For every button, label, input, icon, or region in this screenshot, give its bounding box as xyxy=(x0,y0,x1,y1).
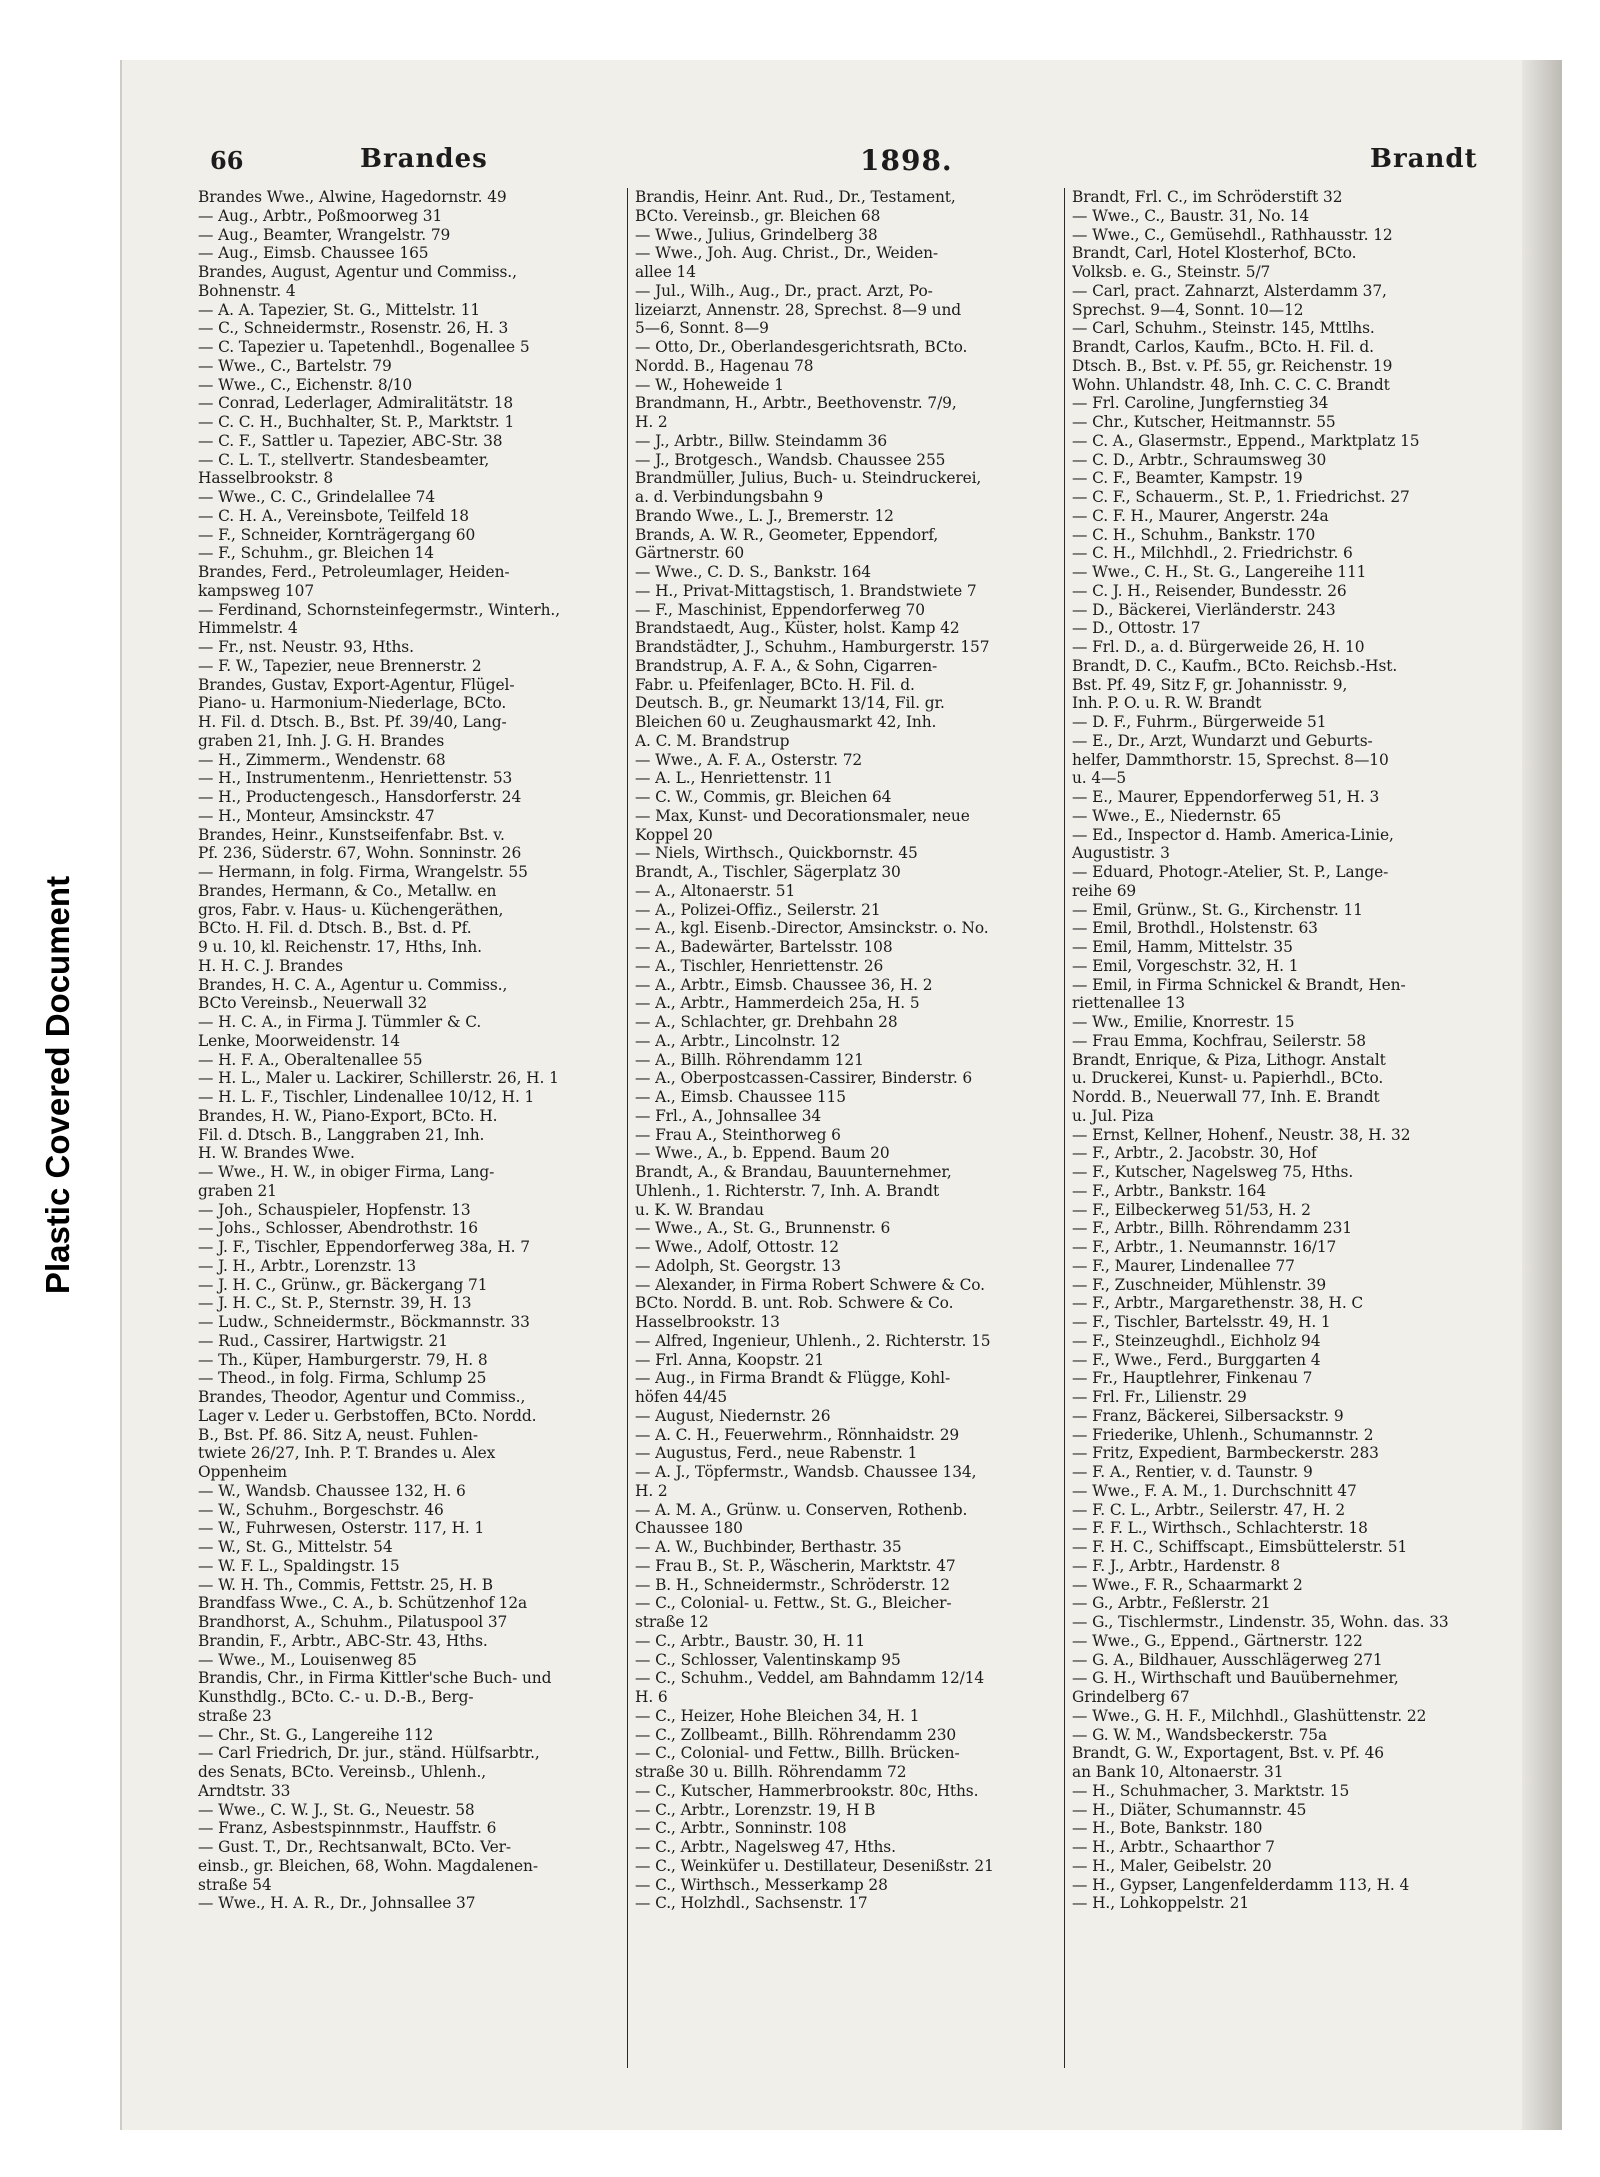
directory-entry-line: — Wwe., C. C., Grindelallee 74 xyxy=(198,488,436,506)
directory-entry-line: — C., Weinküfer u. Destillateur, Desenißstr. 21 xyxy=(635,1856,994,1875)
directory-entry-line: — E., Maurer, Eppendorferweg 51, H. 3 xyxy=(1072,788,1380,806)
directory-entry-line: — Frau B., St. P., Wäscherin, Marktstr. 47 xyxy=(635,1556,956,1575)
directory-entry-line: — C. D., Arbtr., Schraumsweg 30 xyxy=(1072,450,1327,469)
directory-entry-line: H. H. C. J. Brandes xyxy=(198,956,343,975)
directory-entry-line: — D., Bäckerei, Vierländerstr. 243 xyxy=(1072,600,1336,619)
directory-entry-line: Dtsch. B., Bst. v. Pf. 55, gr. Reichenstr. 19 xyxy=(1072,356,1393,375)
directory-entry-line: — Otto, Dr., Oberlandesgerichtsrath, BCto. xyxy=(635,338,968,356)
directory-entry-line: — A. C. H., Feuerwehrm., Rönnhaidstr. 29 xyxy=(635,1425,960,1444)
directory-entry-line: — W., St. G., Mittelstr. 54 xyxy=(198,1538,393,1556)
column-divider xyxy=(627,188,628,2068)
directory-entry-line: — Aug., in Firma Brandt & Flügge, Kohl- xyxy=(635,1369,951,1388)
directory-entry-line: — Emil, Grünw., St. G., Kirchenstr. 11 xyxy=(1072,900,1363,919)
directory-entry-line: H. 2 xyxy=(635,1481,668,1500)
directory-entry-line: — Ww., Emilie, Knorrestr. 15 xyxy=(1072,1013,1295,1031)
directory-entry-line: Brandes, Ferd., Petroleumlager, Heiden- xyxy=(198,563,510,581)
directory-entry-line: — H., Zimmerm., Wendenstr. 68 xyxy=(198,750,446,769)
directory-entry-line: A. C. M. Brandstrup xyxy=(635,731,790,750)
directory-entry-line: — H., Lohkoppelstr. 21 xyxy=(1072,1894,1250,1913)
directory-entry-line: — H., Arbtr., Schaarthor 7 xyxy=(1072,1838,1275,1856)
directory-entry-line: — C., Arbtr., Baustr. 30, H. 11 xyxy=(635,1631,866,1650)
directory-entry-line: BCto Vereinsb., Neuerwall 32 xyxy=(198,994,428,1013)
directory-entry-line: — J., Brotgesch., Wandsb. Chaussee 255 xyxy=(635,450,946,469)
directory-entry-line: — C., Heizer, Hohe Bleichen 34, H. 1 xyxy=(635,1706,920,1725)
directory-entry-line: — Hermann, in folg. Firma, Wrangelstr. 55 xyxy=(198,863,528,881)
directory-entry-line: — Frau A., Steinthorweg 6 xyxy=(635,1125,841,1144)
directory-entry-line: Brandt, D. C., Kaufm., BCto. Reichsb.-Hst. xyxy=(1072,656,1398,675)
directory-entry-line: Bst. Pf. 49, Sitz F, gr. Johannisstr. 9, xyxy=(1072,675,1348,694)
directory-entry-line: Fil. d. Dtsch. B., Langgraben 21, Inh. xyxy=(198,1125,485,1144)
directory-entry-line: — Carl, Schuhm., Steinstr. 145, Mttlhs. xyxy=(1072,319,1375,338)
directory-entry-line: — H., Diäter, Schumannstr. 45 xyxy=(1072,1800,1307,1819)
directory-entry-line: des Senats, BCto. Vereinsb., Uhlenh., xyxy=(198,1763,487,1781)
directory-entry-line: — Emil, Vorgeschstr. 32, H. 1 xyxy=(1072,956,1299,975)
directory-entry-line: Pf. 236, Süderstr. 67, Wohn. Sonninstr. 26 xyxy=(198,844,522,863)
directory-entry-line: — Wwe., G., Eppend., Gärtnerstr. 122 xyxy=(1072,1631,1363,1650)
directory-entry-line: — Wwe., F. R., Schaarmarkt 2 xyxy=(1072,1575,1303,1594)
directory-entry-line: helfer, Dammthorstr. 15, Sprechst. 8—10 xyxy=(1072,750,1389,769)
directory-entry-line: Brandt, A., Tischler, Sägerplatz 30 xyxy=(635,863,901,881)
directory-entry-line: Brandes Wwe., Alwine, Hagedornstr. 49 xyxy=(198,188,507,206)
directory-entry-line: Brandes, Gustav, Export-Agentur, Flügel- xyxy=(198,675,515,694)
directory-entry-line: — C., Colonial- u. Fettw., St. G., Bleicher- xyxy=(635,1594,952,1613)
directory-entry-line: H. Fil. d. Dtsch. B., Bst. Pf. 39/40, Lang- xyxy=(198,713,507,731)
directory-entry-line: — H., Maler, Geibelstr. 20 xyxy=(1072,1856,1272,1875)
directory-entry-line: H. 2 xyxy=(635,413,668,431)
directory-entry-line: Uhlenh., 1. Richterstr. 7, Inh. A. Brandt xyxy=(635,1181,940,1200)
directory-entry-line: — C. Tapezier u. Tapetenhdl., Bogenallee 5 xyxy=(198,338,530,356)
directory-entry-line: twiete 26/27, Inh. P. T. Brandes u. Alex xyxy=(198,1444,496,1463)
directory-entry-line: — A., Arbtr., Lincolnstr. 12 xyxy=(635,1031,841,1050)
directory-entry-line: — Ed., Inspector d. Hamb. America-Linie, xyxy=(1072,825,1394,844)
directory-entry-line: — C. H., Schuhm., Bankstr. 170 xyxy=(1072,525,1316,544)
directory-entry-line: — F. A., Rentier, v. d. Taunstr. 9 xyxy=(1072,1463,1313,1481)
directory-entry-line: — B. H., Schneidermstr., Schröderstr. 12 xyxy=(635,1575,950,1594)
directory-entry-line: straße 23 xyxy=(198,1706,272,1725)
directory-entry-line: — Emil, Hamm, Mittelstr. 35 xyxy=(1072,938,1293,956)
directory-entry-line: — Ferdinand, Schornsteinfegermstr., Winterh., xyxy=(198,600,561,619)
directory-entry-line: — Alexander, in Firma Robert Schwere & Co. xyxy=(635,1275,985,1294)
directory-entry-line: Lenke, Moorweidenstr. 14 xyxy=(198,1031,400,1050)
directory-entry-line: — Wwe., C., Baustr. 31, No. 14 xyxy=(1072,206,1310,225)
directory-entry-line: — A., Billh. Röhrendamm 121 xyxy=(635,1050,864,1069)
directory-entry-line: Arndtstr. 33 xyxy=(198,1781,291,1800)
directory-entry-line: Brands, A. W. R., Geometer, Eppendorf, xyxy=(635,525,939,544)
directory-entry-line: — Wwe., F. A. M., 1. Durchschnitt 47 xyxy=(1072,1481,1357,1500)
directory-entry-line: — Th., Küper, Hamburgerstr. 79, H. 8 xyxy=(198,1350,488,1369)
directory-entry-line: Sprechst. 9—4, Sonnt. 10—12 xyxy=(1072,300,1304,319)
header-year: 1898. xyxy=(860,144,953,177)
directory-entry-line: riettenallee 13 xyxy=(1072,994,1185,1013)
directory-entry-line: — A. A. Tapezier, St. G., Mittelstr. 11 xyxy=(198,300,481,319)
directory-entry-line: — W., Schuhm., Borgeschstr. 46 xyxy=(198,1500,444,1519)
directory-entry-line: — Jul., Wilh., Aug., Dr., pract. Arzt, Po- xyxy=(635,281,933,300)
directory-entry-line: — A. L., Henriettenstr. 11 xyxy=(635,769,833,788)
directory-entry-line: H. 6 xyxy=(635,1688,668,1706)
directory-entry-line: — Fr., nst. Neustr. 93, Hths. xyxy=(198,638,414,656)
directory-entry-line: — D. F., Fuhrm., Bürgerweide 51 xyxy=(1072,713,1327,731)
directory-entry-line: — Wwe., Julius, Grindelberg 38 xyxy=(635,225,878,244)
directory-entry-line: straße 12 xyxy=(635,1613,709,1631)
directory-entry-line: — J. H., Arbtr., Lorenzstr. 13 xyxy=(198,1256,417,1275)
directory-entry-line: — H. C. A., in Firma J. Tümmler & C. xyxy=(198,1013,482,1031)
directory-entry-line: — Adolph, St. Georgstr. 13 xyxy=(635,1256,841,1275)
directory-entry-line: — A., Badewärter, Bartelsstr. 108 xyxy=(635,938,893,956)
directory-entry-line: — Rud., Cassirer, Hartwigstr. 21 xyxy=(198,1331,448,1350)
page-edge-shadow xyxy=(1522,60,1562,2130)
directory-entry-line: straße 54 xyxy=(198,1875,272,1894)
directory-entry-line: — H. L. F., Tischler, Lindenallee 10/12, H. 1 xyxy=(198,1088,535,1106)
directory-entry-line: Brandes, August, Agentur und Commiss., xyxy=(198,263,517,281)
directory-entry-line: — Wwe., H. W., in obiger Firma, Lang- xyxy=(198,1163,495,1181)
directory-entry-line: — F., Zuschneider, Mühlenstr. 39 xyxy=(1072,1275,1327,1294)
directory-entry-line: — G. A., Bildhauer, Ausschlägerweg 271 xyxy=(1072,1650,1383,1669)
directory-entry-line: — A., Tischler, Henriettenstr. 26 xyxy=(635,956,884,975)
directory-entry-line: Brandt, Enrique, & Piza, Lithogr. Anstalt xyxy=(1072,1050,1386,1069)
directory-entry-line: — Friederike, Uhlenh., Schumannstr. 2 xyxy=(1072,1425,1374,1444)
directory-entry-line: — F., Kutscher, Nagelsweg 75, Hths. xyxy=(1072,1163,1354,1181)
header-left-keyword: Brandes xyxy=(360,144,488,174)
directory-entry-line: — J. H. C., Grünw., gr. Bäckergang 71 xyxy=(198,1275,488,1294)
directory-entry-line: — Chr., St. G., Langereihe 112 xyxy=(198,1725,434,1744)
directory-entry-line: — C. L. T., stellvertr. Standesbeamter, xyxy=(198,450,490,469)
directory-entry-line: Brandes, Theodor, Agentur und Commiss., xyxy=(198,1388,526,1406)
directory-entry-line: — F. C. L., Arbtr., Seilerstr. 47, H. 2 xyxy=(1072,1500,1346,1519)
directory-entry-line: — Fritz, Expedient, Barmbeckerstr. 283 xyxy=(1072,1444,1379,1463)
directory-entry-line: — Wwe., M., Louisenweg 85 xyxy=(198,1650,417,1669)
directory-entry-line: — Wwe., C. H., St. G., Langereihe 111 xyxy=(1072,563,1367,581)
header-right-keyword: Brandt xyxy=(1370,144,1478,174)
directory-entry-line: graben 21, Inh. J. G. H. Brandes xyxy=(198,731,445,750)
directory-entry-line: — A., kgl. Eisenb.-Director, Amsinckstr. o. No. xyxy=(635,919,989,938)
directory-entry-line: — C. F., Sattler u. Tapezier, ABC-Str. 38 xyxy=(198,431,503,450)
directory-entry-line: straße 30 u. Billh. Röhrendamm 72 xyxy=(635,1763,907,1781)
directory-entry-line: — Frl. Caroline, Jungfernstieg 34 xyxy=(1072,394,1329,413)
directory-entry-line: — A., Arbtr., Hammerdeich 25a, H. 5 xyxy=(635,994,920,1013)
directory-entry-line: — Wwe., A. F. A., Osterstr. 72 xyxy=(635,750,863,769)
directory-entry-line: — C., Holzhdl., Sachsenstr. 17 xyxy=(635,1894,868,1913)
directory-entry-line: — W., Fuhrwesen, Osterstr. 117, H. 1 xyxy=(198,1519,485,1538)
directory-entry-line: — F. J., Arbtr., Hardenstr. 8 xyxy=(1072,1556,1281,1575)
directory-entry-line: — G., Arbtr., Feßlerstr. 21 xyxy=(1072,1594,1271,1613)
directory-entry-line: 9 u. 10, kl. Reichenstr. 17, Hths, Inh. xyxy=(198,938,482,956)
directory-entry-line: — C., Schlosser, Valentinskamp 95 xyxy=(635,1650,901,1669)
directory-entry-line: — H., Productengesch., Hansdorferstr. 24 xyxy=(198,788,522,806)
directory-entry-line: — G. H., Wirthschaft und Bauübernehmer, xyxy=(1072,1669,1399,1688)
directory-entry-line: Brandmüller, Julius, Buch- u. Steindruckerei, xyxy=(635,469,982,488)
directory-entry-line: — C. F. H., Maurer, Angerstr. 24a xyxy=(1072,506,1329,525)
directory-entry-line: — C., Colonial- und Fettw., Billh. Brücken- xyxy=(635,1744,960,1763)
directory-entry-line: u. Druckerei, Kunst- u. Papierhdl., BCto. xyxy=(1072,1069,1384,1088)
directory-entry-line: Nordd. B., Neuerwall 77, Inh. E. Brandt xyxy=(1072,1088,1380,1106)
directory-entry-line: — H., Schuhmacher, 3. Marktstr. 15 xyxy=(1072,1781,1350,1800)
directory-entry-line: — H., Privat-Mittagstisch, 1. Brandstwiete 7 xyxy=(635,581,977,600)
directory-entry-line: höfen 44/45 xyxy=(635,1388,728,1406)
directory-entry-line: Brandes, H. W., Piano-Export, BCto. H. xyxy=(198,1106,498,1125)
directory-entry-line: — Wwe., H. A. R., Dr., Johnsallee 37 xyxy=(198,1894,476,1913)
directory-entry-line: Brandt, Carl, Hotel Klosterhof, BCto. xyxy=(1072,244,1357,263)
directory-entry-line: — August, Niedernstr. 26 xyxy=(635,1406,831,1425)
directory-entry-line: — F., Wwe., Ferd., Burggarten 4 xyxy=(1072,1350,1321,1369)
directory-entry-line: — Wwe., E., Niedernstr. 65 xyxy=(1072,806,1282,825)
directory-entry-line: Koppel 20 xyxy=(635,825,713,844)
directory-entry-line: — Wwe., Adolf, Ottostr. 12 xyxy=(635,1238,839,1256)
directory-entry-line: — C., Schneidermstr., Rosenstr. 26, H. 3 xyxy=(198,319,509,338)
directory-entry-line: Brando Wwe., L. J., Bremerstr. 12 xyxy=(635,506,894,525)
directory-entry-line: — C., Arbtr., Nagelsweg 47, Hths. xyxy=(635,1838,896,1856)
directory-entry-line: Brandin, F., Arbtr., ABC-Str. 43, Hths. xyxy=(198,1631,488,1650)
directory-entry-line: Brandstaedt, Aug., Küster, holst. Kamp 42 xyxy=(635,619,960,638)
side-label: Plastic Covered Document xyxy=(39,875,76,1295)
directory-entry-line: — F., Arbtr., 2. Jacobstr. 30, Hof xyxy=(1072,1144,1317,1163)
directory-entry-line: Brandis, Heinr. Ant. Rud., Dr., Testament, xyxy=(635,188,956,206)
directory-entry-line: Lager v. Leder u. Gerbstoffen, BCto. Nordd. xyxy=(198,1406,537,1425)
directory-entry-line: — Conrad, Lederlager, Admiralitätstr. 18 xyxy=(198,394,514,413)
directory-entry-line: — C. H. A., Vereinsbote, Teilfeld 18 xyxy=(198,506,469,525)
directory-entry-line: a. d. Verbindungsbahn 9 xyxy=(635,488,824,506)
directory-entry-line: — F., Tischler, Bartelsstr. 49, H. 1 xyxy=(1072,1313,1331,1331)
directory-entry-line: Himmelstr. 4 xyxy=(198,619,298,638)
directory-entry-line: — Niels, Wirthsch., Quickbornstr. 45 xyxy=(635,844,918,863)
directory-entry-line: — Emil, Brothdl., Holstenstr. 63 xyxy=(1072,919,1318,938)
directory-entry-line: — H., Bote, Bankstr. 180 xyxy=(1072,1819,1263,1838)
directory-entry-line: Brandhorst, A., Schuhm., Pilatuspool 37 xyxy=(198,1613,508,1631)
directory-entry-line: — Frl., A., Johnsallee 34 xyxy=(635,1106,822,1125)
directory-entry-line: — C. F., Schauerm., St. P., 1. Friedrichst. 27 xyxy=(1072,488,1410,506)
directory-entry-line: — Franz, Bäckerei, Silbersackstr. 9 xyxy=(1072,1406,1344,1425)
directory-entry-line: — C. W., Commis, gr. Bleichen 64 xyxy=(635,788,892,806)
directory-entry-line: — Joh., Schauspieler, Hopfenstr. 13 xyxy=(198,1200,471,1219)
directory-entry-line: — C., Arbtr., Sonninstr. 108 xyxy=(635,1819,847,1838)
directory-entry-line: Gärtnerstr. 60 xyxy=(635,544,745,563)
directory-entry-line: — Wwe., C. W. J., St. G., Neuestr. 58 xyxy=(198,1800,475,1819)
directory-entry-line: — H. F. A., Oberaltenallee 55 xyxy=(198,1050,423,1069)
directory-entry-line: graben 21 xyxy=(198,1181,277,1200)
directory-entry-line: — A. M. A., Grünw. u. Conserven, Rothenb. xyxy=(635,1500,968,1519)
directory-entry-line: — Ernst, Kellner, Hohenf., Neustr. 38, H. 32 xyxy=(1072,1125,1411,1144)
directory-column-2 xyxy=(635,188,1055,2068)
directory-entry-line: — Emil, in Firma Schnickel & Brandt, Hen- xyxy=(1072,975,1406,994)
directory-columns xyxy=(198,188,1528,2068)
directory-entry-line: — C. H., Milchhdl., 2. Friedrichstr. 6 xyxy=(1072,544,1353,563)
directory-entry-line: — J., Arbtr., Billw. Steindamm 36 xyxy=(635,431,888,450)
directory-entry-line: — D., Ottostr. 17 xyxy=(1072,619,1201,638)
directory-entry-line: — J. H. C., St. P., Sternstr. 39, H. 13 xyxy=(198,1294,472,1313)
directory-entry-line: Brandes, Heinr., Kunstseifenfabr. Bst. v. xyxy=(198,825,505,844)
directory-entry-line: — C. C. H., Buchhalter, St. P., Marktstr. 1 xyxy=(198,413,515,431)
directory-entry-line: — A., Schlachter, gr. Drehbahn 28 xyxy=(635,1013,898,1031)
directory-entry-line: — F., Schuhm., gr. Bleichen 14 xyxy=(198,544,435,563)
directory-entry-line: — Wwe., C., Gemüsehdl., Rathhausstr. 12 xyxy=(1072,225,1393,244)
directory-entry-line: — Aug., Beamter, Wrangelstr. 79 xyxy=(198,225,451,244)
directory-entry-line: Hasselbrookstr. 8 xyxy=(198,469,334,488)
directory-entry-line: Augustistr. 3 xyxy=(1072,844,1170,863)
directory-entry-line: — F., Arbtr., Margarethenstr. 38, H. C xyxy=(1072,1294,1364,1313)
directory-entry-line: — Carl Friedrich, Dr. jur., ständ. Hülfsarbtr., xyxy=(198,1744,540,1763)
directory-entry-line: — G. W. M., Wandsbeckerstr. 75a xyxy=(1072,1725,1328,1744)
directory-entry-line: — Johs., Schlosser, Abendrothstr. 16 xyxy=(198,1219,478,1238)
directory-entry-line: — F., Arbtr., Billh. Röhrendamm 231 xyxy=(1072,1219,1352,1238)
directory-entry-line: — Frl. Anna, Koopstr. 21 xyxy=(635,1350,825,1369)
directory-entry-line: — F., Schneider, Kornträgergang 60 xyxy=(198,525,476,544)
directory-entry-line: Brandes, H. C. A., Agentur u. Commiss., xyxy=(198,975,508,994)
directory-entry-line: kampsweg 107 xyxy=(198,581,315,600)
directory-entry-line: an Bank 10, Altonaerstr. 31 xyxy=(1072,1763,1284,1781)
directory-entry-line: Kunsthdlg., BCto. C.- u. D.-B., Berg- xyxy=(198,1688,474,1706)
directory-entry-line: — Fr., Hauptlehrer, Finkenau 7 xyxy=(1072,1369,1313,1388)
directory-entry-line: — Wwe., G. H. F., Milchhdl., Glashüttenstr. 22 xyxy=(1072,1706,1427,1725)
directory-entry-line: — F., Maschinist, Eppendorferweg 70 xyxy=(635,600,925,619)
directory-entry-line: — C., Wirthsch., Messerkamp 28 xyxy=(635,1875,888,1894)
directory-entry-line: — F., Eilbeckerweg 51/53, H. 2 xyxy=(1072,1200,1311,1219)
directory-entry-line: u. 4—5 xyxy=(1072,769,1127,788)
directory-entry-line: Grindelberg 67 xyxy=(1072,1688,1190,1706)
directory-entry-line: — Ludw., Schneidermstr., Böckmannstr. 33 xyxy=(198,1313,530,1331)
directory-entry-line: — F., Arbtr., 1. Neumannstr. 16/17 xyxy=(1072,1238,1337,1256)
directory-entry-line: Bohnenstr. 4 xyxy=(198,281,296,300)
directory-entry-line: — H., Monteur, Amsinckstr. 47 xyxy=(198,806,435,825)
directory-entry-line: — C., Arbtr., Lorenzstr. 19, H B xyxy=(635,1800,876,1819)
directory-entry-line: Oppenheim xyxy=(198,1463,287,1481)
directory-entry-line: — C. A., Glasermstr., Eppend., Marktplatz 15 xyxy=(1072,431,1420,450)
directory-entry-line: — F. F. L., Wirthsch., Schlachterstr. 18 xyxy=(1072,1519,1368,1538)
directory-entry-line: — Augustus, Ferd., neue Rabenstr. 1 xyxy=(635,1444,918,1463)
directory-entry-line: — Frau Emma, Kochfrau, Seilerstr. 58 xyxy=(1072,1031,1366,1050)
directory-entry-line: — C. J. H., Reisender, Bundesstr. 26 xyxy=(1072,581,1347,600)
directory-entry-line: — A., Altonaerstr. 51 xyxy=(635,881,796,900)
directory-entry-line: — F. W., Tapezier, neue Brennerstr. 2 xyxy=(198,656,482,675)
scanned-page xyxy=(120,60,1562,2130)
directory-entry-line: — A., Polizei-Offiz., Seilerstr. 21 xyxy=(635,900,881,919)
directory-entry-line: — E., Dr., Arzt, Wundarzt und Geburts- xyxy=(1072,731,1373,750)
directory-entry-line: — Gust. T., Dr., Rechtsanwalt, BCto. Ver- xyxy=(198,1838,511,1856)
directory-entry-line: BCto. H. Fil. d. Dtsch. B., Bst. d. Pf. xyxy=(198,919,472,938)
directory-entry-line: einsb., gr. Bleichen, 68, Wohn. Magdalenen- xyxy=(198,1856,538,1875)
page-header xyxy=(210,142,1530,182)
directory-entry-line: — H., Instrumentenm., Henriettenstr. 53 xyxy=(198,769,513,788)
directory-entry-line: — C. F., Beamter, Kampstr. 19 xyxy=(1072,469,1303,488)
directory-entry-line: Fabr. u. Pfeifenlager, BCto. H. Fil. d. xyxy=(635,675,915,694)
directory-entry-line: — Franz, Asbestspinnmstr., Hauffstr. 6 xyxy=(198,1819,497,1838)
directory-entry-line: Brandt, G. W., Exportagent, Bst. v. Pf. 46 xyxy=(1072,1744,1385,1763)
directory-entry-line: — J. F., Tischler, Eppendorferweg 38a, H. 7 xyxy=(198,1238,530,1256)
directory-entry-line: — F., Steinzeughdl., Eichholz 94 xyxy=(1072,1331,1321,1350)
directory-entry-line: — A., Oberpostcassen-Cassirer, Binderstr. 6 xyxy=(635,1069,973,1088)
directory-entry-line: — A., Eimsb. Chaussee 115 xyxy=(635,1088,846,1106)
directory-column-3 xyxy=(1072,188,1492,2068)
directory-column-1 xyxy=(198,188,618,2068)
directory-entry-line: Brandt, Frl. C., im Schröderstift 32 xyxy=(1072,188,1343,206)
directory-entry-line: lizeiarzt, Annenstr. 28, Sprechst. 8—9 und xyxy=(635,300,962,319)
directory-entry-line: — Carl, pract. Zahnarzt, Alsterdamm 37, xyxy=(1072,281,1387,300)
directory-entry-line: — Frl. D., a. d. Bürgerweide 26, H. 10 xyxy=(1072,638,1365,656)
directory-entry-line: Brandfass Wwe., C. A., b. Schützenhof 12a xyxy=(198,1594,528,1613)
directory-entry-line: gros, Fabr. v. Haus- u. Küchengeräthen, xyxy=(198,900,504,919)
column-divider xyxy=(1064,188,1065,2068)
directory-entry-line: Deutsch. B., gr. Neumarkt 13/14, Fil. gr. xyxy=(635,694,945,713)
directory-entry-line: — Max, Kunst- und Decorationsmaler, neue xyxy=(635,806,970,825)
directory-entry-line: B., Bst. Pf. 86. Sitz A, neust. Fuhlen- xyxy=(198,1425,478,1444)
directory-entry-line: — Chr., Kutscher, Heitmannstr. 55 xyxy=(1072,413,1336,431)
directory-entry-line: BCto. Vereinsb., gr. Bleichen 68 xyxy=(635,206,881,225)
directory-entry-line: — F. H. C., Schiffscapt., Eimsbüttelerstr. 51 xyxy=(1072,1538,1408,1556)
directory-entry-line: u. Jul. Piza xyxy=(1072,1106,1154,1125)
directory-entry-line: Bleichen 60 u. Zeughausmarkt 42, Inh. xyxy=(635,713,937,731)
directory-entry-line: — G., Tischlermstr., Lindenstr. 35, Wohn. das. 33 xyxy=(1072,1613,1449,1631)
directory-entry-line: — Wwe., A., b. Eppend. Baum 20 xyxy=(635,1144,890,1163)
directory-entry-line: — Theod., in folg. Firma, Schlump 25 xyxy=(198,1369,487,1388)
directory-entry-line: — Aug., Eimsb. Chaussee 165 xyxy=(198,244,429,263)
directory-entry-line: — Wwe., A., St. G., Brunnenstr. 6 xyxy=(635,1219,891,1238)
directory-entry-line: — Wwe., Joh. Aug. Christ., Dr., Weiden- xyxy=(635,244,939,263)
directory-entry-line: Inh. P. O. u. R. W. Brandt xyxy=(1072,694,1262,713)
directory-entry-line: Chaussee 180 xyxy=(635,1519,743,1538)
directory-entry-line: Hasselbrookstr. 13 xyxy=(635,1313,780,1331)
directory-entry-line: Brandis, Chr., in Firma Kittler'sche Buch- und xyxy=(198,1669,552,1688)
directory-entry-line: — Wwe., C., Eichenstr. 8/10 xyxy=(198,375,413,394)
directory-entry-line: — C., Zollbeamt., Billh. Röhrendamm 230 xyxy=(635,1725,957,1744)
directory-entry-line: — Alfred, Ingenieur, Uhlenh., 2. Richterstr. 15 xyxy=(635,1331,991,1350)
directory-entry-line: — C., Schuhm., Veddel, am Bahndamm 12/14 xyxy=(635,1669,985,1688)
directory-entry-line: — Wwe., C., Bartelstr. 79 xyxy=(198,356,392,375)
directory-entry-line: — Wwe., C. D. S., Bankstr. 164 xyxy=(635,563,871,581)
directory-entry-line: — F., Maurer, Lindenallee 77 xyxy=(1072,1256,1295,1275)
directory-entry-line: — F., Arbtr., Bankstr. 164 xyxy=(1072,1181,1267,1200)
directory-entry-line: reihe 69 xyxy=(1072,881,1137,900)
directory-entry-line: Piano- u. Harmonium-Niederlage, BCto. xyxy=(198,694,507,713)
directory-entry-line: — W., Hoheweide 1 xyxy=(635,375,784,394)
directory-entry-line: — H. L., Maler u. Lackirer, Schillerstr. 26, H. 1 xyxy=(198,1069,559,1088)
directory-entry-line: — W. H. Th., Commis, Fettstr. 25, H. B xyxy=(198,1575,494,1594)
directory-entry-line: — A., Arbtr., Eimsb. Chaussee 36, H. 2 xyxy=(635,975,933,994)
directory-entry-line: Brandt, Carlos, Kaufm., BCto. H. Fil. d. xyxy=(1072,338,1374,356)
directory-entry-line: Volksb. e. G., Steinstr. 5/7 xyxy=(1072,263,1271,281)
side-label-area xyxy=(0,0,120,2177)
directory-entry-line: Nordd. B., Hagenau 78 xyxy=(635,356,814,375)
directory-entry-line: Wohn. Uhlandstr. 48, Inh. C. C. C. Brandt xyxy=(1072,375,1390,394)
directory-entry-line: — Aug., Arbtr., Poßmoorweg 31 xyxy=(198,206,443,225)
directory-entry-line: u. K. W. Brandau xyxy=(635,1200,764,1219)
directory-entry-line: — C., Kutscher, Hammerbrookstr. 80c, Hths. xyxy=(635,1781,979,1800)
directory-entry-line: H. W. Brandes Wwe. xyxy=(198,1144,355,1163)
directory-entry-line: — A. W., Buchbinder, Berthastr. 35 xyxy=(635,1538,902,1556)
directory-entry-line: — A. J., Töpfermstr., Wandsb. Chaussee 134, xyxy=(635,1463,977,1481)
directory-entry-line: Brandt, A., & Brandau, Bauunternehmer, xyxy=(635,1163,952,1181)
directory-entry-line: allee 14 xyxy=(635,263,696,281)
directory-entry-line: — Frl. Fr., Lilienstr. 29 xyxy=(1072,1388,1247,1406)
directory-entry-line: — H., Gypser, Langenfelderdamm 113, H. 4 xyxy=(1072,1875,1410,1894)
directory-entry-line: — Eduard, Photogr.-Atelier, St. P., Lange- xyxy=(1072,863,1389,881)
page-number: 66 xyxy=(210,146,244,175)
directory-entry-line: — W. F. L., Spaldingstr. 15 xyxy=(198,1556,400,1575)
directory-entry-line: Brandmann, H., Arbtr., Beethovenstr. 7/9, xyxy=(635,394,957,413)
directory-entry-line: 5—6, Sonnt. 8—9 xyxy=(635,319,769,338)
directory-entry-line: Brandstrup, A. F. A., & Sohn, Cigarren- xyxy=(635,656,938,675)
directory-entry-line: Brandstädter, J., Schuhm., Hamburgerstr. 157 xyxy=(635,638,990,656)
directory-entry-line: — W., Wandsb. Chaussee 132, H. 6 xyxy=(198,1481,466,1500)
directory-entry-line: BCto. Nordd. B. unt. Rob. Schwere & Co. xyxy=(635,1294,954,1313)
directory-entry-line: Brandes, Hermann, & Co., Metallw. en xyxy=(198,881,497,900)
